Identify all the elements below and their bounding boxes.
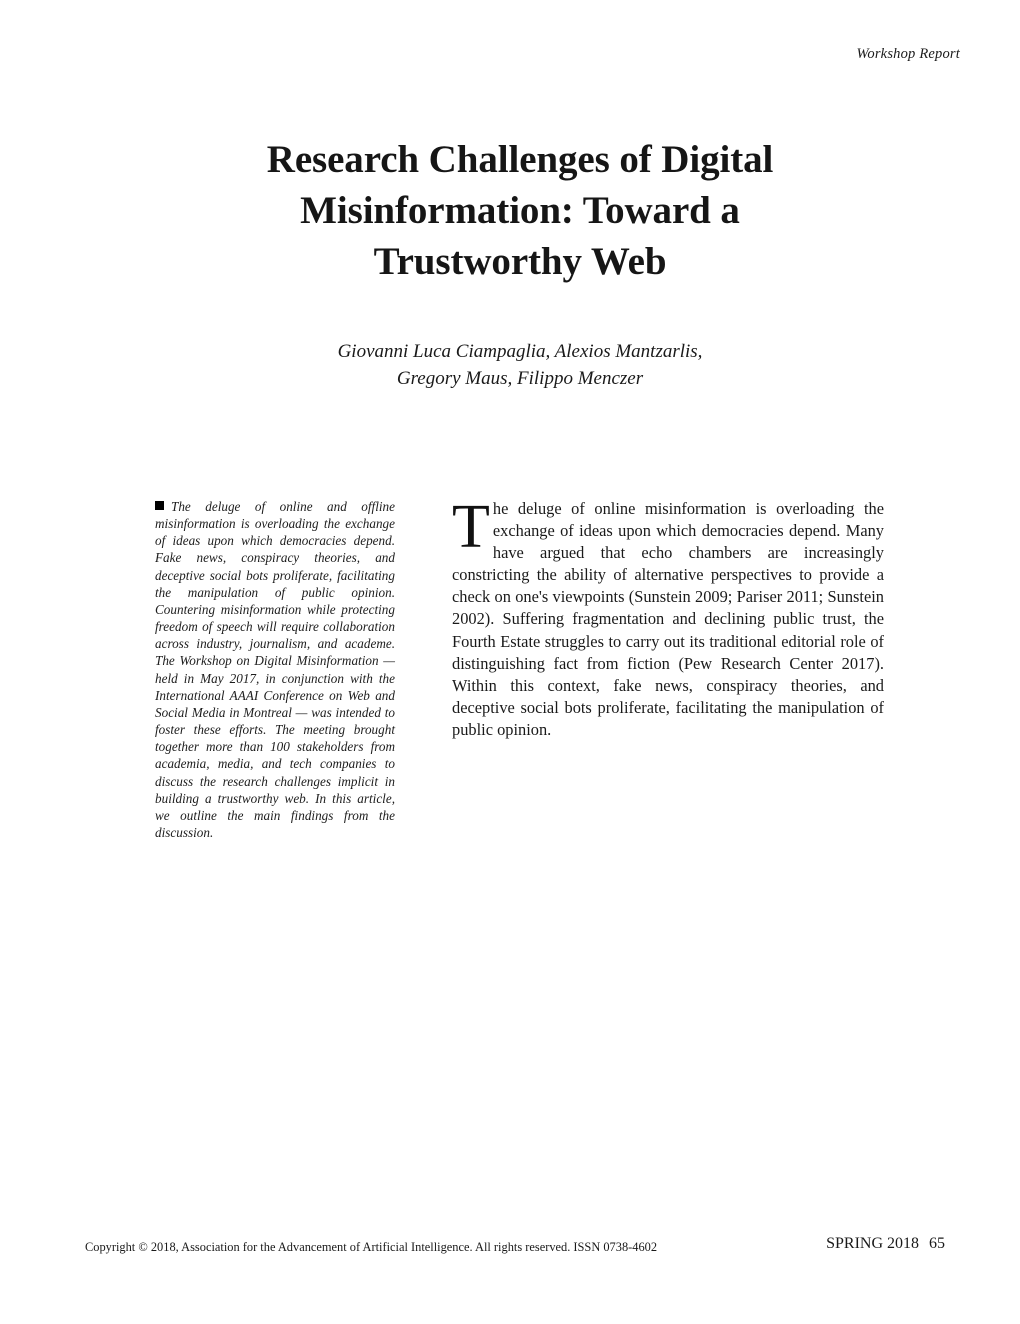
copyright-notice: Copyright © 2018, Association for the Advancement of Artificial Intelligence. All rights reserved. ISSN 0738-4602 [85, 1240, 658, 1254]
title-line-2: Misinformation: Toward a [300, 189, 740, 232]
page-title [150, 134, 890, 287]
running-head: Workshop Report [856, 46, 960, 62]
body-column [452, 493, 884, 741]
issue-label: SPRING 2018 [826, 1235, 919, 1252]
body-paragraph-1 [452, 493, 884, 741]
abstract-body: The deluge of online and offline misinformation is overloading the exchange of ideas upon which democracies depend. Fake news, conspiracy theories, and deceptive social bots proliferate, facilitating the manipulation of public opinion. Countering misinformation while protecting freedom of speech will require collaboration across industry, journalism, and academe. The Workshop on Digital Misinformation — held in May 2017, in conjunction with the International AAAI Conference on Web and Social Media in Montreal — was intended to foster these efforts. The meeting brought together more than 100 stakeholders from academia, media, and tech companies to discuss the research challenges implicit in building a trustworthy web. In this article, we outline the main findings from the discussion. [155, 499, 395, 840]
title-line-1: Research Challenges of Digital [266, 138, 774, 181]
page-number: 65 [929, 1235, 945, 1252]
page-footer [0, 1204, 1020, 1324]
drop-cap: T [452, 493, 490, 561]
title-line-3: Trustworthy Web [373, 240, 667, 283]
filled-square-icon [155, 501, 164, 510]
content-columns [0, 493, 1020, 918]
body-paragraph-1-text: he deluge of online misinformation is overloading the exchange of ideas upon which democracies depend. Many have argued that echo chambers are increasingly constricting the ability of alternative perspectives to provide a check on one's viewpoints (Sunstein 2009; Pariser 2011; Sunstein 2002). Suffering fragmentation and declining public trust, the Fourth Estate struggles to carry out its traditional editorial role of distinguishing fact from fiction (Pew Research Center 2017). Within this context, fake news, conspiracy theories, and deceptive social bots proliferate, facilitating the manipulation of public opinion. [452, 499, 884, 739]
author-line-1: Giovanni Luca Ciampaglia, Alexios Mantzarlis, [337, 341, 703, 362]
abstract-paragraph [155, 498, 395, 841]
author-list [150, 338, 890, 392]
folio [826, 1234, 945, 1254]
author-line-2: Gregory Maus, Filippo Menczer [396, 368, 644, 389]
abstract-column [155, 498, 395, 841]
